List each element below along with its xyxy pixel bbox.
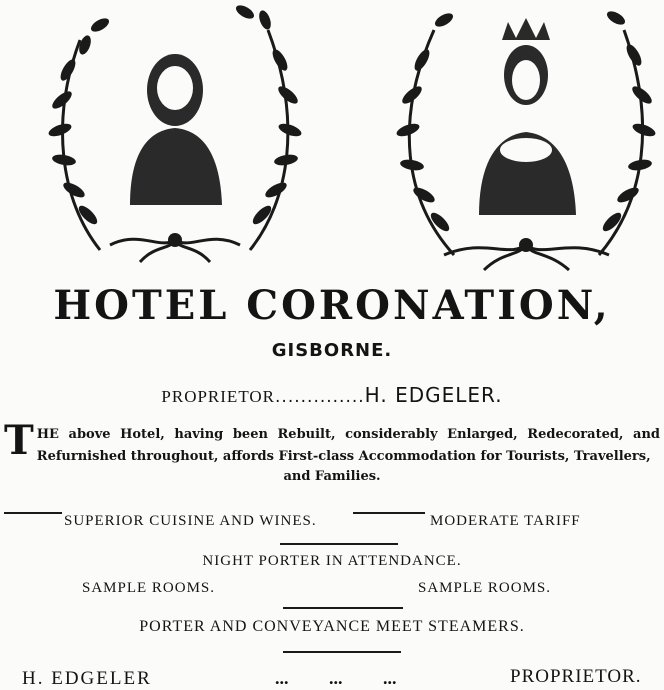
divider-rule [283, 651, 401, 653]
proprietor-leader-dots: .............. [275, 387, 365, 407]
hotel-notice-paragraph [4, 417, 660, 488]
divider-rule [4, 512, 62, 514]
divider-rule [353, 512, 425, 514]
notice-ending-text: and Families. [283, 469, 381, 484]
divider-rule [283, 607, 403, 609]
notice-drop-cap: T [4, 417, 34, 464]
queen-portrait-wreath-image [384, 0, 664, 285]
cuisine-feature: SUPERIOR CUISINE AND WINES. [64, 513, 317, 529]
sample-rooms-right: SAMPLE ROOMS. [418, 580, 552, 596]
footer-proprietor-title: PROPRIETOR. [510, 666, 642, 687]
footer-leader-dots: ... ... ... [275, 668, 397, 688]
notice-body-text: HE above Hotel, having been Rebuilt, considerably Enlarged, Redecorated, and Refurnished throughout, affords First-class Accommodation for Tourists, Travellers, [36, 427, 660, 464]
proprietor-label: PROPRIETOR [161, 387, 276, 406]
tariff-feature: MODERATE TARIFF [430, 513, 581, 529]
king-portrait-wreath-image [40, 0, 310, 285]
sample-rooms-left: SAMPLE ROOMS. [82, 580, 216, 596]
town-name: GISBORNE. [271, 340, 393, 361]
divider-rule [280, 543, 398, 545]
night-porter-feature: NIGHT PORTER IN ATTENDANCE. [202, 553, 462, 569]
steamers-feature: PORTER AND CONVEYANCE MEET STEAMERS. [139, 618, 525, 635]
proprietor-name: H. EDGELER. [364, 383, 503, 407]
proprietor-line [0, 383, 664, 407]
hotel-name-heading: HOTEL CORONATION, [53, 282, 611, 329]
footer-proprietor-name: H. EDGELER [22, 668, 152, 689]
